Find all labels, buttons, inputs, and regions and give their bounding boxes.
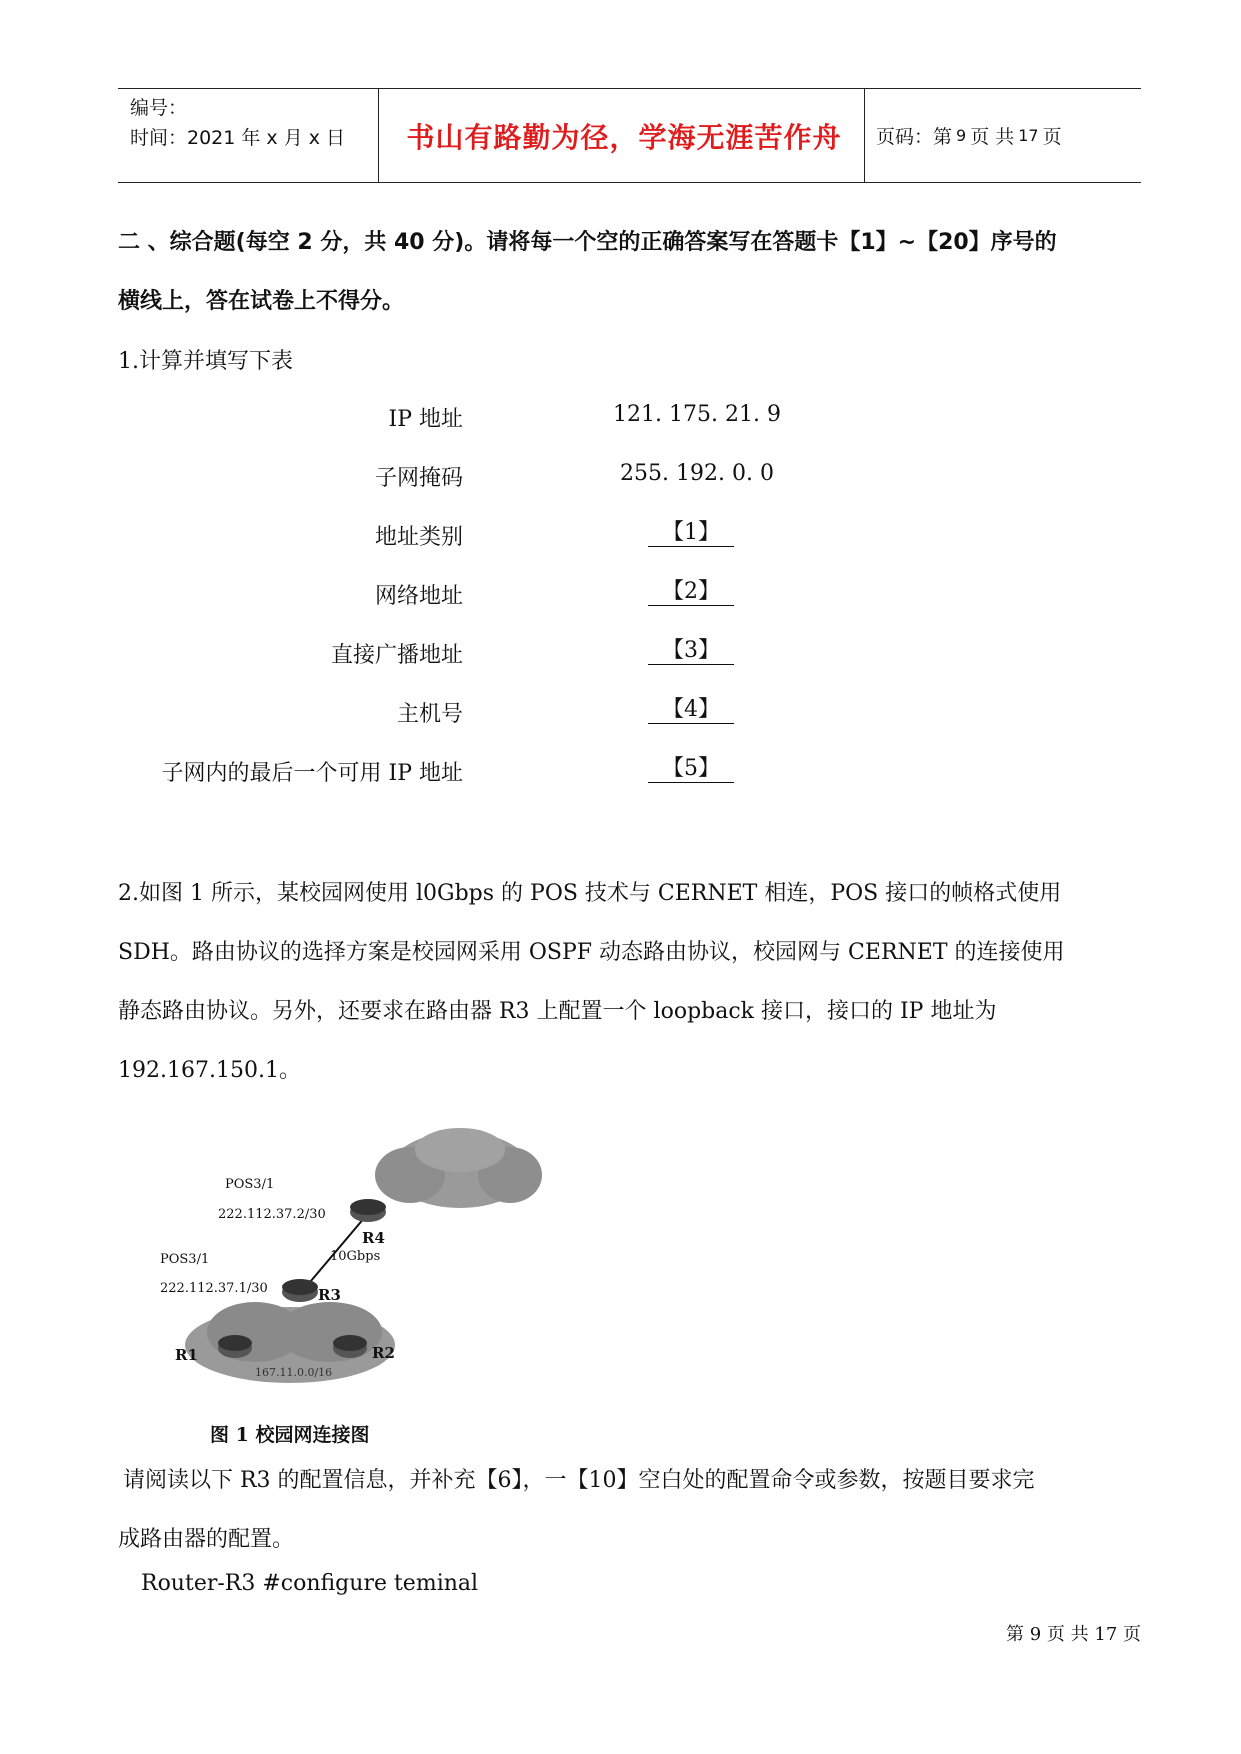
network-diagram <box>140 1120 580 1450</box>
header-motto: 书山有路勤为径，学海无涯苦作舟 <box>406 120 842 154</box>
q2-line3: 静态路由协议。另外，还要求在路由器 R3 上配置一个 loopback 接口，接口的 IP 地址为 <box>118 999 997 1024</box>
section-title-line1: 二 、综合题(每空 2 分，共 40 分)。请将每一个空的正确答案写在答题卡【1】~【20】序号的 <box>118 230 1057 255</box>
cernet-cloud-icon <box>375 1128 542 1208</box>
answer-blank: 【3】 <box>648 638 734 665</box>
row-label: 子网内的最后一个可用 IP 地址 <box>161 761 463 786</box>
row-label: 直接广播地址 <box>330 643 463 668</box>
r2-label: R2 <box>372 1344 395 1362</box>
row-label: IP 地址 <box>388 407 463 432</box>
row-label: 地址类别 <box>374 525 463 550</box>
table-row <box>240 579 800 609</box>
r4-label: R4 <box>362 1229 385 1247</box>
link-speed-label: 10Gbps <box>330 1249 381 1264</box>
answer-blank: 【5】 <box>648 756 734 783</box>
q2-line4: 192.167.150.1。 <box>118 1058 301 1083</box>
figure-caption: 图 1 校园网连接图 <box>210 1424 370 1446</box>
table-row <box>240 461 800 491</box>
header-info <box>130 93 385 153</box>
header-divider <box>864 89 865 182</box>
table-row <box>161 756 800 786</box>
r4-interface-label: POS3/1 <box>225 1177 275 1192</box>
q2-line1: 2.如图 1 所示，某校园网使用 l0Gbps 的 POS 技术与 CERNET 相连，POS 接口的帧格式使用 <box>118 881 1062 906</box>
table-row <box>240 402 800 432</box>
page-prefix: 页码：第 <box>876 126 953 148</box>
q2b-line1: 请阅读以下 R3 的配置信息，并补充【6】，一【10】空白处的配置命令或参数，按题目要求完 <box>123 1468 1035 1493</box>
table-row <box>240 697 800 727</box>
page-suffix: 页 <box>1042 126 1062 148</box>
r4-ip-label: 222.112.37.2/30 <box>218 1207 326 1222</box>
page-footer: 第 9 页 共 17 页 <box>1006 1624 1141 1645</box>
answer-blank: 【2】 <box>648 579 734 606</box>
r3-ip-label: 222.112.37.1/30 <box>160 1281 268 1296</box>
section-title-line2: 横线上，答在试卷上不得分。 <box>118 289 405 314</box>
header-page-info <box>876 89 1062 182</box>
router-r2-icon <box>333 1335 367 1358</box>
r3-interface-label: POS3/1 <box>160 1252 210 1267</box>
row-label: 子网掩码 <box>374 466 463 491</box>
page-total: 17 <box>1018 126 1039 145</box>
row-label: 主机号 <box>396 702 463 727</box>
q1-title: 1.计算并填写下表 <box>118 349 293 374</box>
router-r3-icon <box>282 1279 318 1302</box>
page-header <box>118 88 1141 183</box>
row-value: 121. 175. 21. 9 <box>613 402 781 427</box>
page-number: 9 <box>956 126 967 145</box>
q2b-line2: 成路由器的配置。 <box>118 1527 295 1552</box>
number-label: 编号： <box>130 97 188 119</box>
page-mid: 页 共 <box>970 126 1015 148</box>
router-r1-icon <box>218 1335 252 1358</box>
campus-network-label: 167.11.0.0/16 <box>255 1366 333 1379</box>
answer-blank: 【4】 <box>648 697 734 724</box>
table-row <box>240 638 800 668</box>
row-value: 255. 192. 0. 0 <box>620 461 774 486</box>
table-row <box>240 520 800 550</box>
answer-blank: 【1】 <box>648 520 734 547</box>
header-divider <box>378 89 379 182</box>
r1-label: R1 <box>175 1346 198 1364</box>
time-label: 时间：2021 年 x 月 x 日 <box>130 127 346 149</box>
q2-line2: SDH。路由协议的选择方案是校园网采用 OSPF 动态路由协议，校园网与 CERNET 的连接使用 <box>118 940 1065 965</box>
router-r4-icon <box>350 1199 386 1222</box>
r3-label: R3 <box>318 1286 341 1304</box>
row-label: 网络地址 <box>374 584 463 609</box>
config-command: Router-R3 #configure teminal <box>141 1571 479 1596</box>
